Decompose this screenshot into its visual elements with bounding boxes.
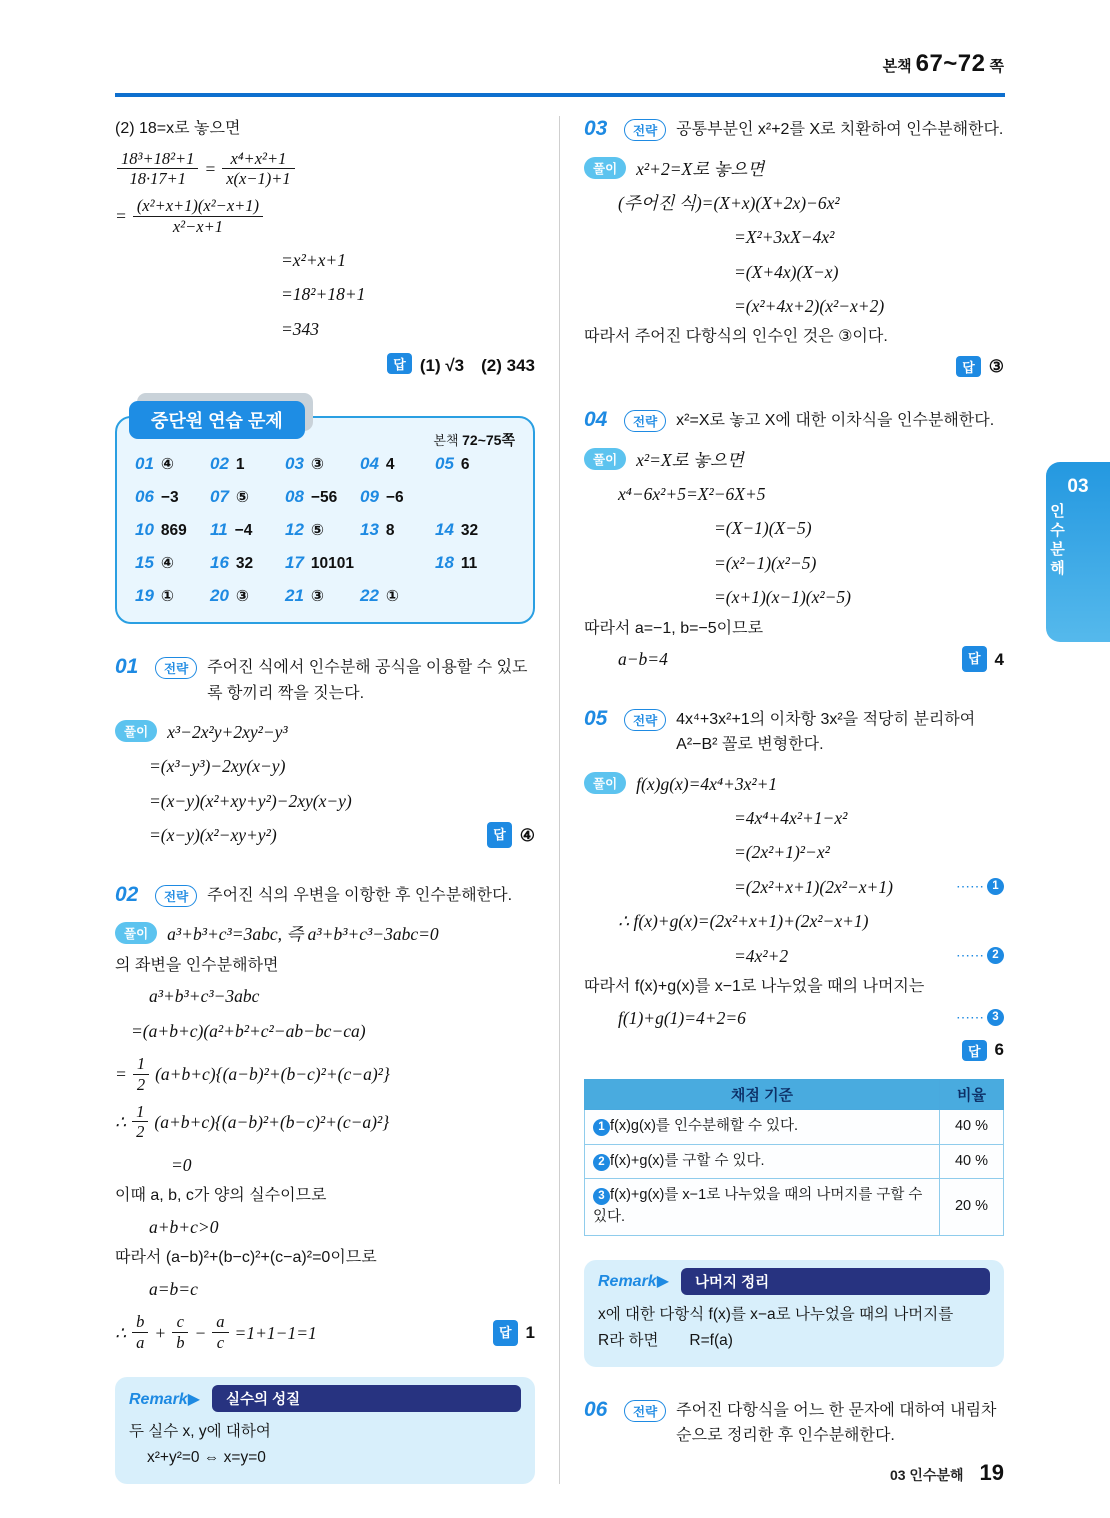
korean-line: 이때 a, b, c가 양의 실수이므로 [115, 1187, 327, 1205]
answer-value: 1 [525, 1322, 535, 1342]
fraction [212, 1312, 228, 1353]
answer-badge: 답 [956, 356, 981, 377]
rubric-row [585, 1179, 1004, 1236]
chapter-answer-box [115, 410, 535, 624]
answer-item-number: 12 [285, 519, 304, 539]
rubric-row [585, 1144, 1004, 1179]
math-line: =(x³−y³)−2xy(x−y) [149, 756, 286, 777]
answer-item-number: 20 [210, 585, 229, 605]
column-divider [559, 116, 560, 1484]
answer-item-value: 869 [160, 521, 187, 539]
answer-item [210, 586, 285, 606]
fraction-numerator: c [176, 1312, 184, 1332]
answer-item [210, 454, 285, 474]
chapter-number: 03 [1067, 476, 1089, 497]
answer-item-value: ④ [160, 554, 175, 572]
answer-badge: 답 [387, 353, 412, 374]
answer-item-number: 17 [285, 552, 304, 572]
strategy-text: 주어진 식에서 인수분해 공식을 이용할 수 있도록 항끼리 짝을 짓는다. [207, 658, 528, 702]
rubric-header-criteria: 채점 기준 [585, 1079, 940, 1109]
answer-item-number: 22 [360, 585, 379, 605]
answer-row [135, 454, 515, 474]
answer-row [135, 520, 515, 540]
answer-row [135, 586, 515, 606]
math-line: =x²+x+1 [281, 249, 346, 270]
problem-head [584, 706, 1004, 758]
solution-badge: 풀이 [584, 157, 626, 179]
remark-line: x에 대한 다항식 f(x)를 x−a로 나누었을 때의 나머지를 [598, 1305, 954, 1323]
rubric-percent: 40 % [940, 1109, 1004, 1144]
header-suffix: 쪽 [989, 58, 1004, 75]
fraction-denominator: c [212, 1332, 228, 1353]
strategy-badge: 전략 [624, 1400, 666, 1422]
math-line: =(X−1)(X−5) [714, 518, 812, 539]
fraction-denominator: 2 [132, 1121, 148, 1142]
answer-item [360, 586, 435, 606]
rubric-criterion [585, 1109, 940, 1144]
answer-item-value: 11 [460, 554, 478, 572]
problem-number: 02 [115, 882, 139, 906]
problem-01 [115, 654, 535, 852]
step-number-icon: 3 [987, 1009, 1004, 1026]
math-text: =4x²+2 [734, 945, 789, 966]
answer-item-value: −56 [310, 488, 338, 506]
fraction [132, 1102, 148, 1143]
math-line: =343 [281, 318, 320, 339]
math-line: =4x⁴+4x²+1−x² [734, 808, 848, 829]
fraction-numerator: b [136, 1312, 145, 1332]
math-text [115, 1312, 317, 1353]
right-column [584, 116, 1004, 1484]
math-line [618, 1002, 1004, 1034]
answer-item-value: −3 [160, 488, 179, 506]
problem-head [584, 407, 1004, 434]
answer-item [360, 487, 435, 507]
fraction-numerator: x⁴+x²+1 [230, 148, 287, 168]
answer-box-page-ref [433, 430, 515, 450]
math-line: (주어진 식)=(X+x)(X+2x)−6x² [618, 192, 840, 213]
ref-pages: 72~75쪽 [462, 431, 515, 448]
equals-sign: = [204, 158, 217, 179]
footer-page-number: 19 [979, 1460, 1004, 1485]
answer-item-value: 4 [385, 455, 395, 473]
answer-item-value: ⑤ [235, 488, 250, 506]
answer-item [135, 487, 210, 507]
answer-item [435, 520, 510, 540]
page-footer [890, 1460, 1004, 1486]
answer-group [487, 820, 535, 851]
rubric-header-ratio: 비율 [940, 1079, 1004, 1109]
korean-line: 따라서 주어진 다항식의 인수인 것은 ③이다. [584, 328, 888, 346]
chapter-title: 인수분해 [1048, 503, 1065, 579]
math-line [115, 149, 535, 190]
math-text: (a+b+c){(a−b)²+(b−c)²+(c−a)²} [154, 1111, 390, 1132]
answer-item-number: 06 [135, 486, 154, 506]
math-line: a=b=c [149, 1279, 198, 1300]
fraction-numerator: 1 [136, 1053, 146, 1073]
answer-box-title: 중단원 연습 문제 [129, 401, 305, 439]
answer-line [584, 1040, 1004, 1061]
math-line: =18²+18+1 [281, 284, 366, 305]
solution-row [584, 153, 1004, 185]
answer-group [962, 644, 1004, 675]
math-line [115, 1312, 535, 1353]
korean-line: 따라서 a=−1, b=−5이므로 [584, 619, 764, 637]
step-leader: ⋯⋯ [956, 878, 984, 895]
answer-item [285, 520, 360, 540]
math-line: =(x²−1)(x²−5) [714, 552, 817, 573]
solution-badge: 풀이 [584, 448, 626, 470]
math-text: = [115, 1064, 127, 1085]
strategy-text: x²=X로 놓고 X에 대한 이차식을 인수분해한다. [676, 412, 995, 430]
step-number-icon: 1 [593, 1119, 610, 1136]
fraction [133, 1054, 149, 1095]
header-rule [115, 93, 1005, 97]
answer-item [135, 586, 210, 606]
answer-item [210, 520, 285, 540]
strategy-badge: 전략 [624, 709, 666, 731]
answer-item-number: 16 [210, 552, 229, 572]
equals-sign: = [115, 206, 127, 227]
solution-part2 [115, 116, 535, 376]
math-text: a−b=4 [618, 649, 668, 670]
problem-03 [584, 116, 1004, 377]
solution-row [115, 716, 535, 748]
answer-item-value: −4 [234, 521, 253, 539]
rubric-percent: 20 % [940, 1179, 1004, 1236]
math-line: a+b+c>0 [149, 1217, 219, 1238]
solution-row [584, 444, 1004, 476]
math-line: =(a+b+c)(a²+b²+c²−ab−bc−ca) [131, 1020, 366, 1041]
answer-item-value: 1 [235, 455, 245, 473]
answer-item-value: ① [160, 587, 175, 605]
fraction [172, 1312, 188, 1353]
answer-item [435, 454, 510, 474]
rubric-header-row [585, 1079, 1004, 1109]
remark-line: 두 실수 x, y에 대하여 [129, 1423, 271, 1440]
problem-number: 06 [584, 1397, 608, 1421]
problem-head [115, 654, 535, 706]
math-text: (a+b+c){(a−b)²+(b−c)²+(c−a)²} [155, 1064, 390, 1085]
rubric-text: f(x)+g(x)를 구할 수 있다. [610, 1152, 765, 1169]
answer-value: (1) √3 (2) 343 [419, 355, 535, 375]
fraction [117, 149, 198, 190]
answer-item [285, 454, 360, 474]
problem-05 [584, 706, 1004, 1061]
fraction-denominator: 18·17+1 [117, 168, 198, 189]
answer-item-value: 6 [460, 455, 470, 473]
math-text: =1+1−1=1 [234, 1322, 317, 1343]
math-line: =(x−y)(x²+xy+y²)−2xy(x−y) [149, 790, 352, 811]
solution-row [584, 768, 1004, 800]
answer-item-value: ③ [310, 587, 325, 605]
problem-head [584, 116, 1004, 143]
fraction-denominator: x²−x+1 [133, 216, 263, 237]
problem-head [115, 882, 535, 909]
remark-line: R라 하면 R=f(a) [598, 1332, 733, 1350]
problem-number: 01 [115, 654, 139, 678]
rubric-criterion [585, 1179, 940, 1236]
operator: − [194, 1322, 207, 1343]
rubric-text: f(x)+g(x)를 x−1로 나누었을 때의 나머지를 구할 수 있다. [593, 1187, 923, 1226]
answer-value: ④ [519, 825, 535, 845]
problem-number: 04 [584, 408, 608, 432]
fraction [222, 149, 294, 190]
step-number-icon: 2 [593, 1154, 610, 1171]
answer-item-number: 09 [360, 486, 379, 506]
answer-item-value: 32 [460, 521, 479, 539]
answer-row [135, 487, 515, 507]
fraction [132, 1312, 148, 1353]
remark-label: Remark▶ [129, 1390, 201, 1408]
answer-item [435, 553, 510, 573]
page-header [883, 50, 1004, 78]
answer-line [115, 351, 535, 376]
ref-prefix: 본책 [433, 432, 463, 448]
solution-badge: 풀이 [584, 772, 626, 794]
math-line [734, 940, 1004, 972]
remark-remainder-theorem [584, 1260, 1004, 1367]
left-column [115, 116, 535, 1484]
problem-06 [584, 1397, 1004, 1449]
answer-item-number: 19 [135, 585, 154, 605]
math-line: =(2x²+1)²−x² [734, 842, 830, 863]
answer-item-number: 03 [285, 453, 304, 473]
answer-item-value: 8 [385, 521, 395, 539]
fraction-numerator: a [216, 1312, 225, 1332]
header-prefix: 본책 [882, 58, 912, 75]
answer-item-value: ⑤ [310, 521, 325, 539]
answer-item [285, 553, 435, 573]
math-text: =(x−y)(x²−xy+y²) [149, 825, 277, 846]
answer-item-number: 13 [360, 519, 379, 539]
rubric-criterion [585, 1144, 940, 1179]
math-line [115, 1102, 535, 1143]
answer-item-number: 11 [210, 519, 228, 539]
answer-badge: 답 [487, 822, 512, 848]
rubric-percent: 40 % [940, 1144, 1004, 1179]
answer-item-number: 04 [360, 453, 379, 473]
step-leader: ⋯⋯ [956, 946, 984, 963]
math-line: =(x+1)(x−1)(x²−5) [714, 587, 852, 608]
content-columns [115, 116, 1005, 1484]
korean-line: 따라서 f(x)+g(x)를 x−1로 나누었을 때의 나머지는 [584, 977, 925, 995]
math-line: =0 [171, 1155, 192, 1176]
rubric-text: f(x)g(x)를 인수분해할 수 있다. [610, 1117, 799, 1134]
fraction-denominator: x(x−1)+1 [222, 168, 294, 189]
grading-rubric [584, 1079, 1004, 1236]
math-line: x²=X로 놓으면 [636, 449, 744, 470]
answer-badge: 답 [962, 646, 987, 672]
math-line [734, 871, 1004, 903]
answer-row [135, 553, 515, 573]
problem-number: 05 [584, 706, 608, 730]
answer-item-value: ③ [235, 587, 250, 605]
solution-badge: 풀이 [115, 922, 157, 944]
rubric-table [584, 1079, 1004, 1236]
math-line: x²+2=X로 놓으면 [636, 158, 765, 179]
remark-title: 나머지 정리 [681, 1268, 990, 1295]
math-text: =(2x²+x+1)(2x²−x+1) [734, 876, 893, 897]
answer-item [360, 454, 435, 474]
solution-badge: 풀이 [115, 720, 157, 742]
answer-value: ③ [988, 356, 1004, 376]
answer-badge: 답 [493, 1320, 518, 1346]
math-line [149, 819, 535, 851]
strategy-text: 4x⁴+3x²+1의 이차항 3x²을 적당히 분리하여 A²−B² 꼴로 변형한다. [676, 710, 976, 754]
answer-item-value: −6 [385, 488, 404, 506]
remark-real-numbers [115, 1377, 535, 1484]
problem-02 [115, 882, 535, 1353]
answer-item [135, 553, 210, 573]
remark-line: x²+y²=0 ⇔ x=y=0 [147, 1449, 266, 1467]
math-line: a³+b³+c³=3abc, 즉 a³+b³+c³−3abc=0 [167, 924, 439, 945]
math-line: =X²+3xX−4x² [734, 227, 835, 248]
step-marker [956, 1005, 1004, 1031]
math-line: ∴ f(x)+g(x)=(2x²+x+1)+(2x²−x+1) [618, 911, 869, 932]
answer-item-number: 02 [210, 453, 229, 473]
fraction-numerator: 1 [136, 1101, 145, 1121]
answer-item-value: ① [385, 587, 400, 605]
answer-badge: 답 [962, 1040, 987, 1061]
remark-head [129, 1385, 521, 1412]
math-line: x⁴−6x²+5=X²−6X+5 [618, 484, 766, 505]
fraction-numerator: 18³+18²+1 [121, 148, 195, 168]
strategy-badge: 전략 [155, 657, 197, 679]
math-line: =(x²+4x+2)(x²−x+2) [734, 296, 885, 317]
rubric-row [585, 1109, 1004, 1144]
math-line [115, 196, 535, 237]
answer-item [285, 586, 360, 606]
math-line: =(X+4x)(X−x) [734, 261, 839, 282]
korean-line: 의 좌변을 인수분해하면 [115, 956, 279, 974]
answer-item [210, 553, 285, 573]
operator: + [154, 1322, 167, 1343]
answer-item [285, 487, 360, 507]
step-leader: ⋯⋯ [956, 1008, 984, 1025]
strategy-text: 공통부분인 x²+2를 X로 치환하여 인수분해한다. [676, 121, 1004, 138]
solution-row [115, 918, 535, 950]
strategy-badge: 전략 [155, 885, 197, 907]
answer-item-number: 18 [435, 552, 454, 572]
answer-item-value: ③ [310, 455, 325, 473]
math-line: f(x)g(x)=4x⁴+3x²+1 [636, 773, 778, 794]
answer-item-value: 10101 [310, 554, 355, 572]
answer-item [135, 520, 210, 540]
answer-line [584, 356, 1004, 377]
answer-item [210, 487, 285, 507]
korean-line: 따라서 (a−b)²+(b−c)²+(c−a)²=0이므로 [115, 1249, 377, 1267]
fraction-numerator: (x²+x+1)(x²−x+1) [136, 196, 260, 216]
remark-head [598, 1268, 990, 1295]
answer-item-number: 21 [285, 585, 304, 605]
remark-title: 실수의 성질 [212, 1385, 521, 1412]
strategy-text: 주어진 다항식을 어느 한 문자에 대하여 내림차순으로 정리한 후 인수분해한다. [676, 1401, 997, 1445]
answer-item-number: 08 [285, 486, 304, 506]
step-number-icon: 3 [593, 1188, 610, 1205]
fraction-denominator: 2 [133, 1074, 149, 1095]
problem-04 [584, 407, 1004, 675]
math-text: ∴ [115, 1111, 127, 1132]
step-number-icon: 1 [987, 878, 1004, 895]
strategy-badge: 전략 [624, 410, 666, 432]
answer-value: 4 [994, 649, 1004, 669]
answer-item-number: 15 [135, 552, 154, 572]
answer-item [360, 520, 435, 540]
answer-value: 6 [994, 1040, 1004, 1060]
strategy-text: 주어진 식의 우변을 이항한 후 인수분해한다. [207, 886, 513, 904]
answer-item-number: 05 [435, 453, 454, 473]
math-text: f(1)+g(1)=4+2=6 [618, 1007, 746, 1028]
fraction-denominator: b [172, 1332, 188, 1353]
chapter-side-tab [1046, 462, 1110, 642]
part2-intro: (2) 18=x로 놓으면 [115, 120, 241, 137]
math-line [618, 643, 1004, 675]
step-marker [956, 874, 1004, 900]
step-number-icon: 2 [987, 947, 1004, 964]
math-line: x³−2x²y+2xy²−y³ [167, 722, 288, 743]
step-marker [956, 943, 1004, 969]
answer-item-number: 01 [135, 453, 154, 473]
therefore-sign: ∴ [115, 1322, 127, 1343]
math-line [115, 1054, 535, 1095]
problem-head [584, 1397, 1004, 1449]
fraction [133, 196, 263, 237]
header-page-range: 67~72 [915, 50, 986, 77]
remark-label: Remark▶ [598, 1273, 670, 1291]
answer-item-number: 07 [210, 486, 229, 506]
strategy-badge: 전략 [624, 119, 666, 141]
answer-item-number: 10 [135, 519, 154, 539]
answer-item-number: 14 [435, 519, 454, 539]
answer-item-value: 32 [235, 554, 254, 572]
answer-group [493, 1317, 535, 1348]
answer-item-value: ④ [160, 455, 175, 473]
problem-number: 03 [584, 117, 608, 140]
footer-chapter: 03 인수분해 [889, 1467, 964, 1483]
fraction-denominator: a [132, 1332, 148, 1353]
math-line: a³+b³+c³−3abc [149, 986, 260, 1007]
answer-item [135, 454, 210, 474]
